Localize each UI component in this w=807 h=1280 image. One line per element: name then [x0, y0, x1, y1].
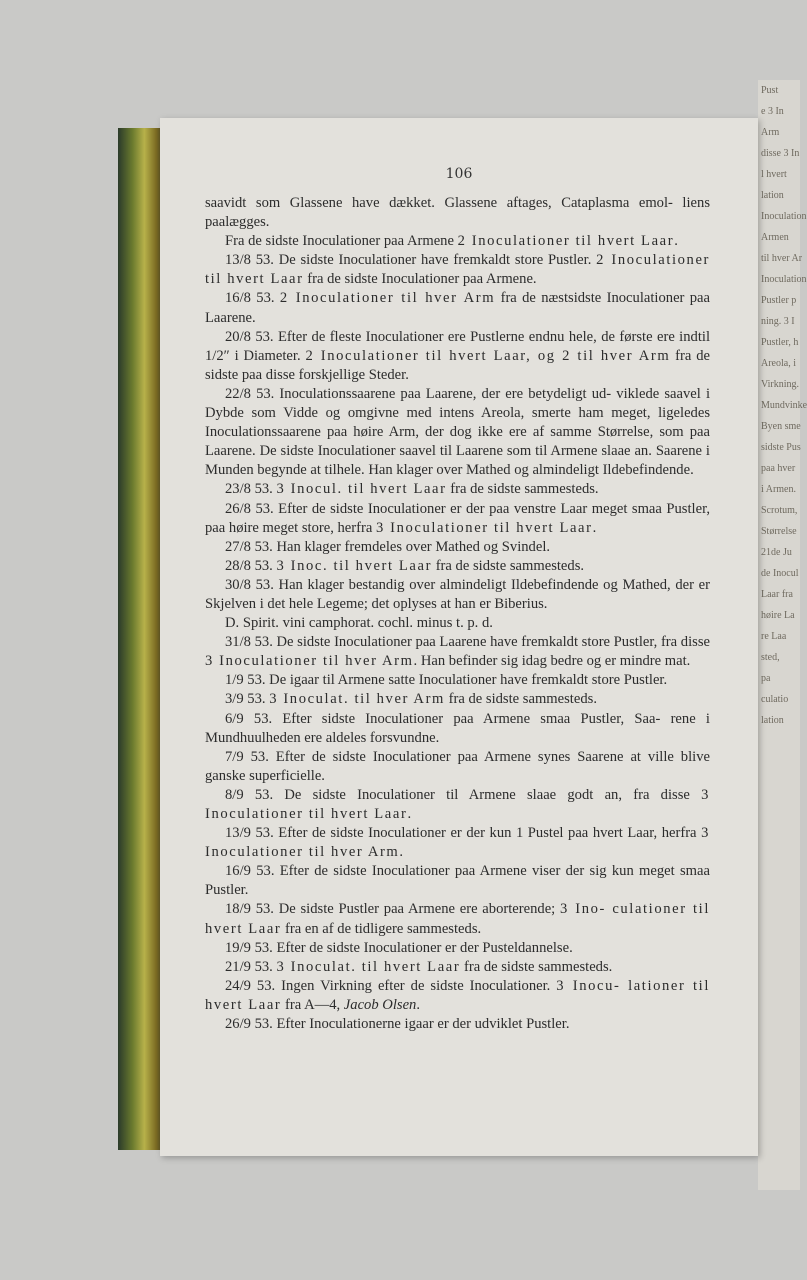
text-run: . — [416, 996, 420, 1013]
text-run: 21/9 53. — [225, 958, 277, 975]
text-run: 7/9 53. Efter de sidste Inoculationer paa Armene synes Saarene at ville blive ganske superficielle. — [205, 748, 710, 784]
facing-page-edge — [758, 80, 807, 1190]
paragraph — [205, 824, 710, 862]
facing-page-fragment: Størrelse — [761, 526, 797, 537]
paragraph — [205, 1015, 710, 1034]
text-run: fra de sidste Inoculationer paa Armene. — [303, 271, 537, 288]
spaced-text: 3 Inoculationer til hvert Laar — [376, 519, 593, 536]
spaced-text: 2 Inoculationer til hvert Laar, og 2 til hver Arm — [305, 347, 671, 364]
text-run: 16/9 53. Efter de sidste Inoculationer paa Armene viser der sig kun meget smaa Pustler. — [205, 863, 710, 899]
text-run: 20/8 53. Efter de fleste Inoculationer ere Pustlerne endnu hele, de første ere indtil 1/2″ i Diameter. — [205, 328, 710, 364]
text-run: 26/8 53. Efter de sidste Inoculationer er der paa venstre Laar meget smaa Pustler, paa høire meget store, herfra — [205, 500, 710, 536]
text-run: 22/8 53. Inoculationssaarene paa Laarene, der ere betydeligt ud- viklede saavel i Dybde som Vidde og omgivne med intens Areola, smerte ham meget, ligeledes Inoculationssaarene paa høire Arm, der dog ikke ere af samme Størrelse, som paa Laarene. De sidste Inoculationer saavel til Laarene som til Armene slaae an. Saarene i Munden begynde at tilhele. Han klager over Mathed og almindeligt Ildebefindende. — [205, 385, 710, 479]
text-run: . — [407, 806, 412, 822]
facing-page-fragment: l hvert — [761, 169, 787, 180]
facing-page-fragment: pa — [761, 673, 771, 684]
facing-page-fragment: lation — [761, 715, 784, 726]
paragraph — [205, 328, 710, 385]
text-run: 18/9 53. De sidste Pustler paa Armene ere aborterende; — [225, 901, 560, 918]
paragraph — [205, 862, 710, 900]
text-run: fra de sidste sammesteds. — [432, 557, 585, 574]
book-page — [160, 118, 758, 1156]
facing-page-fragment: paa hver — [761, 463, 796, 474]
paragraph — [205, 633, 710, 671]
facing-page-fragment: Virkning. — [761, 379, 800, 390]
text-run: 13/8 53. De sidste Inoculationer have fremkaldt store Pustler. — [225, 252, 597, 269]
spaced-text: 3 Inoculationer til hvert Laar — [205, 786, 710, 822]
spaced-text: 3 Inocul. til hvert Laar — [276, 481, 447, 498]
text-run: 13/9 53. Efter de sidste Inoculationer er der kun 1 Pustel paa hvert Laar, herfra — [225, 825, 702, 842]
paragraph — [205, 576, 710, 614]
spaced-text: 3 Inoculationer til hver Arm — [205, 653, 414, 670]
text-run: 19/9 53. Efter de sidste Inoculationer er der Pusteldannelse. — [225, 939, 573, 956]
text-run: Fra de sidste Inoculationer paa Armene — [225, 233, 458, 250]
text-run: 26/9 53. Efter Inoculationerne igaar er der udviklet Pustler. — [225, 1016, 570, 1033]
italic-text: Jacob Olsen — [343, 996, 417, 1013]
facing-page-fragment: 21de Ju — [761, 547, 792, 558]
facing-page-fragment: lation — [761, 190, 784, 201]
facing-page-fragment: høire La — [761, 610, 795, 621]
facing-page-fragment: ning. 3 I — [761, 316, 795, 327]
paragraph — [205, 977, 710, 1015]
spaced-text: 2 Inoculationer til hvert Laar — [457, 233, 675, 250]
page-number: 106 — [445, 166, 473, 182]
facing-page-text — [758, 80, 807, 731]
spaced-text: 3 Ino- culationer til hvert Laar — [205, 901, 710, 937]
spaced-text: 3 Inocu- lationer til hvert Laar — [205, 977, 710, 1013]
paragraph — [205, 614, 710, 633]
text-run: 31/8 53. De sidste Inoculationer paa Laarene have fremkaldt store Pustler, fra disse — [225, 634, 710, 651]
facing-page-fragment: e 3 In — [761, 106, 784, 117]
text-run: 16/8 53. — [225, 290, 280, 307]
text-run: fra de sidste paa disse forskjellige Steder. — [205, 347, 710, 383]
text-run: fra de sidste sammesteds. — [444, 691, 597, 708]
facing-page-fragment: til hver Ar — [761, 253, 803, 264]
facing-page-fragment: Laar fra — [761, 589, 793, 600]
text-run: . — [592, 519, 597, 536]
facing-page-fragment: Pustler p — [761, 295, 797, 306]
paragraph — [205, 538, 710, 557]
facing-page-fragment: Areola, i — [761, 358, 796, 369]
spaced-text: 3 Inoc. til hvert Laar — [276, 557, 433, 574]
text-run: 27/8 53. Han klager fremdeles over Mathed og Svindel. — [225, 538, 551, 555]
facing-page-fragment: disse 3 In — [761, 148, 800, 159]
text-run: 8/9 53. De sidste Inoculationer til Armene slaae godt an, fra disse — [225, 786, 702, 803]
facing-page-fragment: Mundvinke — [761, 400, 807, 411]
facing-page-fragment: sted, — [761, 652, 780, 663]
paragraph — [205, 748, 710, 786]
facing-page-fragment: Arm — [761, 127, 780, 138]
spaced-text: 3 Inoculat. til hver Arm — [269, 691, 445, 708]
facing-page-fragment: Pust — [761, 85, 779, 96]
text-run: 28/8 53. — [225, 557, 277, 574]
paragraph — [205, 232, 710, 251]
paragraph — [205, 500, 710, 538]
text-run: D. Spirit. vini camphorat. cochl. minus t. p. d. — [225, 615, 493, 632]
facing-page-fragment: Pustler, h — [761, 337, 799, 348]
paragraph — [205, 710, 710, 748]
facing-page-fragment: Inoculation — [761, 211, 807, 222]
text-run: 3/9 53. — [225, 691, 270, 708]
book-binding — [118, 128, 166, 1150]
facing-page-fragment: re Laa — [761, 631, 787, 642]
facing-page-fragment: sidste Pus — [761, 442, 801, 453]
facing-page-fragment: Byen sme — [761, 421, 801, 432]
paragraph — [205, 900, 710, 938]
text-run: fra de næstsidste Inoculationer paa Laarene. — [205, 290, 711, 326]
text-run: 24/9 53. Ingen Virkning efter de sidste Inoculationer. — [225, 977, 557, 994]
text-run: fra A—4, — [281, 996, 344, 1013]
facing-page-fragment: de Inocul — [761, 568, 799, 579]
text-run: fra de sidste sammesteds. — [460, 958, 613, 975]
facing-page-fragment: Armen — [761, 232, 789, 243]
spaced-text: 2 Inoculationer til hvert Laar — [205, 252, 710, 288]
page-body-text — [205, 194, 710, 1034]
paragraph — [205, 289, 710, 327]
paragraph — [205, 690, 710, 709]
facing-page-fragment: Inoculation — [761, 274, 807, 285]
text-run: 1/9 53. De igaar til Armene satte Inoculationer have fremkaldt store Pustler. — [225, 672, 668, 689]
paragraph — [205, 194, 710, 232]
facing-page-fragment: culatio — [761, 694, 789, 705]
text-run: . — [674, 233, 678, 250]
spaced-text: 2 Inoculationer til hver Arm — [279, 290, 496, 307]
facing-page-fragment: Scrotum, — [761, 505, 798, 516]
facing-page-fragment: i Armen. — [761, 484, 796, 495]
text-run: fra de sidste sammesteds. — [446, 481, 599, 498]
spaced-text: 3 Inoculationer til hver Arm — [205, 825, 710, 861]
text-run: 30/8 53. Han klager bestandig over almindeligt Ildebefindende og Mathed, der er Skjelven i det hele Legeme; det oplyses at han er Biberius. — [205, 576, 710, 612]
text-run: saavidt som Glassene have dækket. Glassene aftages, Cataplasma emol- liens paalægges. — [205, 195, 710, 231]
text-run: 23/8 53. — [225, 481, 277, 498]
paragraph — [205, 251, 710, 289]
text-run: . Han befinder sig idag bedre og er mindre mat. — [413, 653, 691, 670]
paragraph — [205, 480, 710, 499]
paragraph — [205, 958, 710, 977]
text-run: 6/9 53. Efter sidste Inoculationer paa Armene smaa Pustler, Saa- rene i Mundhuulheden ere aldeles forsvundne. — [205, 710, 710, 746]
paragraph — [205, 939, 710, 958]
paragraph — [205, 557, 710, 576]
paragraph — [205, 385, 710, 480]
paragraph — [205, 671, 710, 690]
text-run: . — [399, 844, 404, 861]
paragraph — [205, 786, 710, 824]
text-run: fra en af de tidligere sammesteds. — [281, 920, 482, 937]
spaced-text: 3 Inoculat. til hvert Laar — [276, 958, 461, 975]
